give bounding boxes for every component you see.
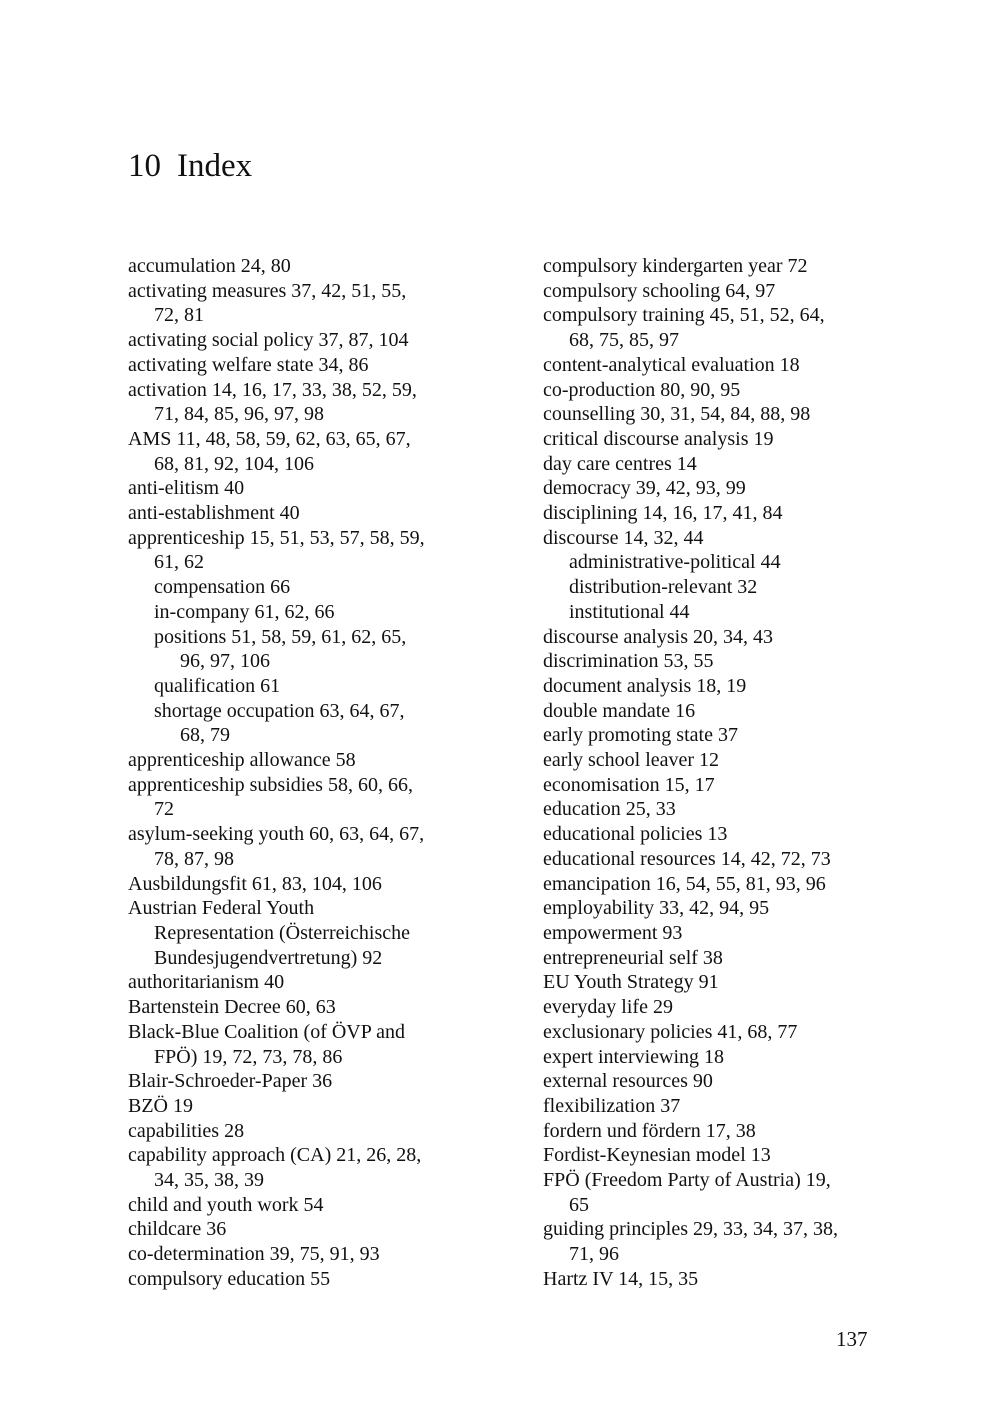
index-entry bbox=[543, 625, 883, 650]
index-entry-text: distribution-relevant 32 bbox=[569, 576, 758, 599]
index-entry bbox=[128, 353, 468, 378]
index-entry bbox=[128, 1217, 468, 1242]
index-entry-text: positions 51, 58, 59, 61, 62, 65, bbox=[154, 625, 407, 648]
index-entry bbox=[128, 328, 468, 353]
index-entry-text: Black-Blue Coalition (of ÖVP and bbox=[128, 1020, 405, 1043]
index-entry-text: anti-establishment 40 bbox=[128, 502, 300, 525]
index-entry bbox=[128, 748, 468, 773]
index-entry bbox=[543, 526, 883, 551]
index-entry bbox=[543, 649, 883, 674]
index-entry bbox=[128, 1020, 468, 1069]
index-entry bbox=[128, 1267, 468, 1292]
index-entry-text: guiding principles 29, 33, 34, 37, 38, bbox=[543, 1218, 838, 1241]
index-entry bbox=[128, 872, 468, 897]
index-entry bbox=[543, 699, 883, 724]
index-entry bbox=[543, 427, 883, 452]
index-entry-continuation: 68, 79 bbox=[180, 724, 230, 747]
index-entry bbox=[543, 847, 883, 872]
index-entry-text: in-company 61, 62, 66 bbox=[154, 600, 335, 623]
index-entry-continuation: Representation (Österreichische bbox=[154, 921, 411, 944]
index-entry bbox=[543, 1267, 883, 1292]
index-entry-text: shortage occupation 63, 64, 67, bbox=[154, 699, 405, 722]
index-entry-text: compulsory kindergarten year 72 bbox=[543, 255, 808, 277]
index-entry bbox=[543, 1069, 883, 1094]
index-entry-text: capabilities 28 bbox=[128, 1119, 245, 1142]
index-entry-text: entrepreneurial self 38 bbox=[543, 946, 723, 969]
index-entry-text: double mandate 16 bbox=[543, 699, 696, 722]
index-subentry bbox=[128, 575, 468, 600]
index-subentry bbox=[128, 625, 468, 674]
index-entry bbox=[128, 1094, 468, 1119]
index-entry bbox=[543, 1119, 883, 1144]
index-entry-text: co-production 80, 90, 95 bbox=[543, 378, 741, 401]
index-entry-text: child and youth work 54 bbox=[128, 1193, 324, 1216]
index-subentry bbox=[543, 600, 883, 625]
index-entry bbox=[543, 1168, 883, 1217]
index-entry bbox=[543, 279, 883, 304]
index-entry-text: FPÖ (Freedom Party of Austria) 19, bbox=[543, 1169, 831, 1192]
index-entry-text: capability approach (CA) 21, 26, 28, bbox=[128, 1144, 422, 1167]
index-entry bbox=[128, 822, 468, 871]
index-entry-text: Blair-Schroeder-Paper 36 bbox=[128, 1070, 333, 1093]
chapter-number: 10 bbox=[128, 148, 161, 184]
index-entry-continuation: 68, 75, 85, 97 bbox=[569, 329, 679, 352]
index-entry-text: activating welfare state 34, 86 bbox=[128, 353, 369, 376]
index-entry-text: anti-elitism 40 bbox=[128, 477, 245, 500]
index-entry bbox=[543, 723, 883, 748]
index-entry-text: co-determination 39, 75, 91, 93 bbox=[128, 1243, 380, 1266]
index-entry-text: democracy 39, 42, 93, 99 bbox=[543, 477, 746, 500]
index-entry-text: activation 14, 16, 17, 33, 38, 52, 59, bbox=[128, 378, 417, 401]
index-entry-text: apprenticeship 15, 51, 53, 57, 58, 59, bbox=[128, 526, 425, 549]
index-entry-text: BZÖ 19 bbox=[128, 1094, 193, 1117]
index-entry bbox=[128, 279, 468, 328]
index-entry-text: external resources 90 bbox=[543, 1070, 713, 1093]
index-entry bbox=[128, 254, 468, 279]
index-entry bbox=[543, 1217, 883, 1266]
index-entry-text: early promoting state 37 bbox=[543, 724, 738, 747]
index-entry-text: everyday life 29 bbox=[543, 996, 673, 1019]
index-entry bbox=[543, 303, 883, 352]
index-entry-text: early school leaver 12 bbox=[543, 749, 720, 772]
index-entry bbox=[543, 402, 883, 427]
index-entry bbox=[128, 970, 468, 995]
index-entry bbox=[128, 1069, 468, 1094]
index-column-left bbox=[128, 254, 468, 1292]
index-entry-text: employability 33, 42, 94, 95 bbox=[543, 897, 770, 920]
index-entry-text: discrimination 53, 55 bbox=[543, 650, 714, 673]
index-entry bbox=[543, 921, 883, 946]
index-entry-continuation: 72, 81 bbox=[154, 304, 204, 327]
index-entry-text: Hartz IV 14, 15, 35 bbox=[543, 1267, 699, 1290]
index-subentry bbox=[543, 575, 883, 600]
index-entry-text: AMS 11, 48, 58, 59, 62, 63, 65, 67, bbox=[128, 427, 411, 450]
index-entry-text: authoritarianism 40 bbox=[128, 971, 285, 994]
index-entry bbox=[543, 946, 883, 971]
index-entry-text: education 25, 33 bbox=[543, 798, 676, 821]
index-entry bbox=[543, 797, 883, 822]
index-entry bbox=[543, 1020, 883, 1045]
index-entry-text: compulsory education 55 bbox=[128, 1267, 331, 1290]
index-entry bbox=[128, 1119, 468, 1144]
page-title bbox=[128, 146, 252, 186]
index-entry bbox=[543, 773, 883, 798]
index-entry-text: apprenticeship allowance 58 bbox=[128, 749, 356, 772]
index-entry-continuation: 71, 84, 85, 96, 97, 98 bbox=[154, 403, 324, 426]
index-entry-text: Bartenstein Decree 60, 63 bbox=[128, 996, 336, 1019]
index-entry-text: qualification 61 bbox=[154, 674, 281, 697]
index-entry bbox=[543, 501, 883, 526]
index-entry bbox=[543, 970, 883, 995]
index-entry-text: educational policies 13 bbox=[543, 823, 728, 846]
index-entry bbox=[128, 476, 468, 501]
index-entry-text: economisation 15, 17 bbox=[543, 773, 715, 796]
index-entry-text: flexibilization 37 bbox=[543, 1094, 681, 1117]
index-entry-text: compulsory training 45, 51, 52, 64, bbox=[543, 304, 825, 327]
index-entry-text: activating social policy 37, 87, 104 bbox=[128, 329, 409, 352]
index-entry-continuation: 72 bbox=[154, 798, 174, 821]
index-entry-text: fordern und fördern 17, 38 bbox=[543, 1119, 756, 1142]
index-entry bbox=[543, 353, 883, 378]
index-entry-continuation: FPÖ) 19, 72, 73, 78, 86 bbox=[154, 1045, 343, 1068]
index-entry-text: expert interviewing 18 bbox=[543, 1045, 725, 1068]
index-entry-text: Fordist-Keynesian model 13 bbox=[543, 1144, 771, 1167]
index-entry-continuation: 61, 62 bbox=[154, 551, 204, 574]
index-entry-continuation: 34, 35, 38, 39 bbox=[154, 1169, 264, 1192]
chapter-title: Index bbox=[177, 148, 253, 184]
index-entry-text: content-analytical evaluation 18 bbox=[543, 353, 800, 376]
index-entry bbox=[128, 1143, 468, 1192]
index-entry bbox=[128, 995, 468, 1020]
index-entry-text: counselling 30, 31, 54, 84, 88, 98 bbox=[543, 403, 811, 426]
index-subentry bbox=[128, 600, 468, 625]
index-entry-continuation: Bundesjugendvertretung) 92 bbox=[154, 946, 383, 969]
index-entry bbox=[128, 526, 468, 575]
index-entry bbox=[128, 1242, 468, 1267]
index-entry bbox=[543, 995, 883, 1020]
index-entry bbox=[128, 773, 468, 822]
index-entry bbox=[543, 896, 883, 921]
index-entry bbox=[543, 1143, 883, 1168]
index-entry-continuation: 78, 87, 98 bbox=[154, 847, 234, 870]
index-entry bbox=[543, 452, 883, 477]
index-entry bbox=[128, 501, 468, 526]
index-entry bbox=[128, 427, 468, 476]
index-entry-text: accumulation 24, 80 bbox=[128, 255, 291, 277]
index-entry bbox=[543, 822, 883, 847]
index-entry-text: day care centres 14 bbox=[543, 452, 697, 475]
index-entry-text: document analysis 18, 19 bbox=[543, 674, 747, 697]
index-entry-text: activating measures 37, 42, 51, 55, bbox=[128, 279, 407, 302]
index-entry bbox=[128, 896, 468, 970]
index-entry-continuation: 65 bbox=[569, 1193, 589, 1216]
index-entry bbox=[128, 378, 468, 427]
index-entry bbox=[543, 378, 883, 403]
index-entry-text: empowerment 93 bbox=[543, 921, 683, 944]
index-entry-text: childcare 36 bbox=[128, 1218, 227, 1241]
index-subentry bbox=[543, 550, 883, 575]
index-entry-text: educational resources 14, 42, 72, 73 bbox=[543, 847, 831, 870]
index-column-right bbox=[543, 254, 883, 1292]
index-entry-text: disciplining 14, 16, 17, 41, 84 bbox=[543, 502, 783, 525]
index-entry-text: asylum-seeking youth 60, 63, 64, 67, bbox=[128, 823, 425, 846]
index-entry-text: administrative-political 44 bbox=[569, 551, 781, 574]
index-entry-text: critical discourse analysis 19 bbox=[543, 427, 774, 450]
index-entry-text: apprenticeship subsidies 58, 60, 66, bbox=[128, 773, 413, 796]
index-entry-text: institutional 44 bbox=[569, 600, 690, 623]
index-entry-text: Austrian Federal Youth bbox=[128, 897, 315, 920]
index-entry-continuation: 96, 97, 106 bbox=[180, 650, 270, 673]
index-entry bbox=[543, 476, 883, 501]
index-entry bbox=[543, 748, 883, 773]
index-entry-text: EU Youth Strategy 91 bbox=[543, 971, 719, 994]
index-entry-text: compulsory schooling 64, 97 bbox=[543, 279, 776, 302]
index-entry-continuation: 71, 96 bbox=[569, 1243, 619, 1266]
index-entry bbox=[543, 254, 883, 279]
index-entry-text: discourse analysis 20, 34, 43 bbox=[543, 625, 773, 648]
index-entry bbox=[128, 1193, 468, 1218]
index-subentry bbox=[128, 699, 468, 748]
index-entry-text: discourse 14, 32, 44 bbox=[543, 526, 704, 549]
index-subentry bbox=[128, 674, 468, 699]
index-entry-continuation: 68, 81, 92, 104, 106 bbox=[154, 452, 314, 475]
index-entry bbox=[543, 872, 883, 897]
page-number: 137 bbox=[836, 1327, 868, 1351]
index-entry bbox=[543, 674, 883, 699]
index-entry-text: compensation 66 bbox=[154, 576, 291, 599]
index-entry bbox=[543, 1045, 883, 1070]
index-entry-text: Ausbildungsfit 61, 83, 104, 106 bbox=[128, 872, 382, 895]
index-entry-text: emancipation 16, 54, 55, 81, 93, 96 bbox=[543, 872, 826, 895]
index-entry bbox=[543, 1094, 883, 1119]
index-entry-text: exclusionary policies 41, 68, 77 bbox=[543, 1020, 798, 1043]
